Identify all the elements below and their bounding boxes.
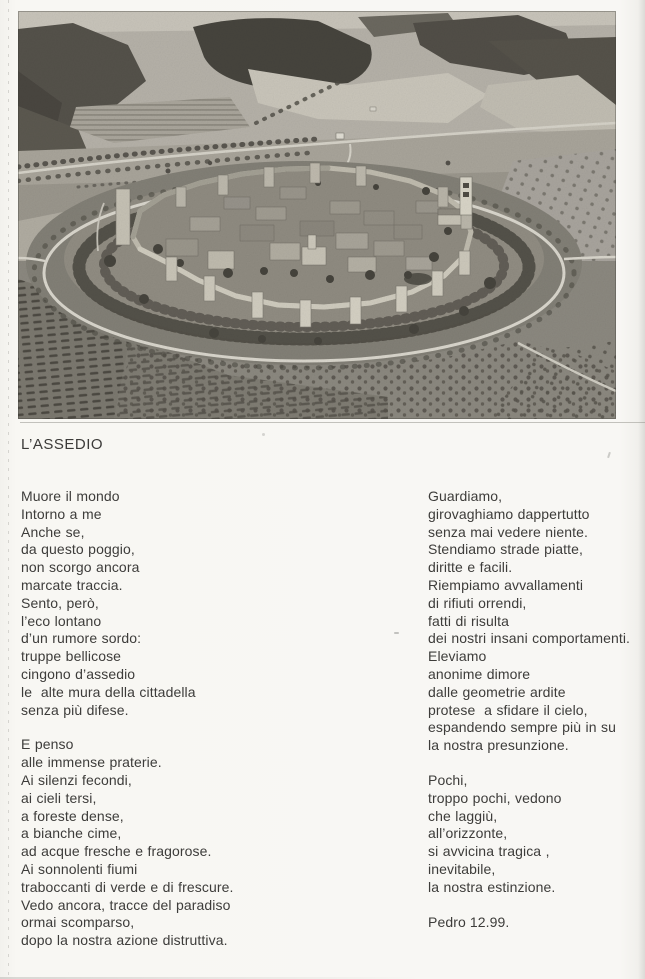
poem-column-left [21, 488, 416, 967]
poem-line: Eleviamo [428, 648, 487, 665]
poem-line: all’orizzonte, [428, 825, 508, 842]
poem-line: non scorgo ancora [21, 559, 140, 576]
poem-stanza-right-1 [428, 488, 644, 755]
poem-column-right [428, 488, 644, 931]
poem-line: alle immense praterie. [21, 754, 162, 771]
poem-line: fatti di risulta [428, 612, 509, 629]
poem-line: Ai sonnolenti fiumi [21, 860, 138, 877]
poem-line: da questo poggio, [21, 541, 135, 558]
scan-speck [607, 452, 611, 458]
poem-line: Guardiamo, [428, 488, 503, 504]
poem-line: dopo la nostra azione distruttiva. [21, 932, 228, 949]
poem-line: girovaghiamo dappertutto [428, 505, 590, 522]
poem-line: protese a sfidare il cielo, [428, 701, 588, 718]
poem-line: troppo pochi, vedono [428, 789, 562, 806]
poem-line: Pochi, [428, 771, 468, 788]
film-grain-overlay [18, 11, 616, 419]
poem-line: ai cieli tersi, [21, 789, 97, 806]
poem-line: che laggiù, [428, 807, 498, 824]
poem-line: senza mai vedere niente. [428, 523, 589, 540]
poem-signature: Pedro 12.99. [428, 913, 510, 930]
poem-stanza-left-2 [21, 736, 416, 950]
poem-line: truppe bellicose [21, 648, 122, 665]
photo-shadow-line [20, 422, 645, 423]
poem-stanza-right-2 [428, 772, 644, 897]
poem-title: L’ASSEDIO [21, 436, 104, 453]
poem-line: si avvicina tragica , [428, 843, 550, 860]
poem-line: a bianche cime, [21, 825, 122, 842]
poem-line: traboccanti di verde e di frescure. [21, 878, 234, 895]
poem-line: dei nostri insani comportamenti. [428, 630, 631, 647]
scan-right-edge [638, 0, 645, 979]
scan-speck [262, 433, 265, 436]
poem-line: le alte mura della cittadella [21, 683, 196, 700]
poem-line: ad acque fresche e fragorose. [21, 843, 212, 860]
poem-line: cingono d’assedio [21, 665, 136, 682]
poem-line: la nostra estinzione. [428, 878, 556, 895]
poem-line: diritte e facili. [428, 559, 513, 576]
poem-line: Riempiamo avvallamenti [428, 576, 584, 593]
poem-line: ormai scomparso, [21, 914, 135, 931]
poem-line: Stendiamo strade piatte, [428, 541, 583, 558]
poem-line: dalle geometrie ardite [428, 683, 566, 700]
poem-line: Ai silenzi fecondi, [21, 771, 132, 788]
poem-line: l’eco lontano [21, 612, 102, 629]
poem-line: Muore il mondo [21, 488, 120, 504]
poem-line: marcate traccia. [21, 576, 123, 593]
scan-fold-line [8, 0, 9, 979]
poem-line: inevitabile, [428, 860, 496, 877]
poem-line: Intorno a me [21, 505, 102, 522]
poem-line: a foreste dense, [21, 807, 124, 824]
poem-line: anonime dimore [428, 665, 531, 682]
poem-line: la nostra presunzione. [428, 737, 569, 754]
poem-line: Anche se, [21, 523, 85, 540]
aerial-photo-frame [18, 11, 616, 419]
poem-line: E penso [21, 736, 74, 753]
poem-line: Sento, però, [21, 594, 99, 611]
poem-line: Vedo ancora, tracce del paradiso [21, 896, 231, 913]
poem-stanza-left-1 [21, 488, 416, 719]
poem-line: d’un rumore sordo: [21, 630, 142, 647]
poem-line: espandendo sempre più in su [428, 719, 616, 736]
aerial-photo-monteriggioni [18, 11, 616, 419]
poem-line: senza più difese. [21, 701, 129, 718]
poem-line: di rifiuti orrendi, [428, 594, 527, 611]
